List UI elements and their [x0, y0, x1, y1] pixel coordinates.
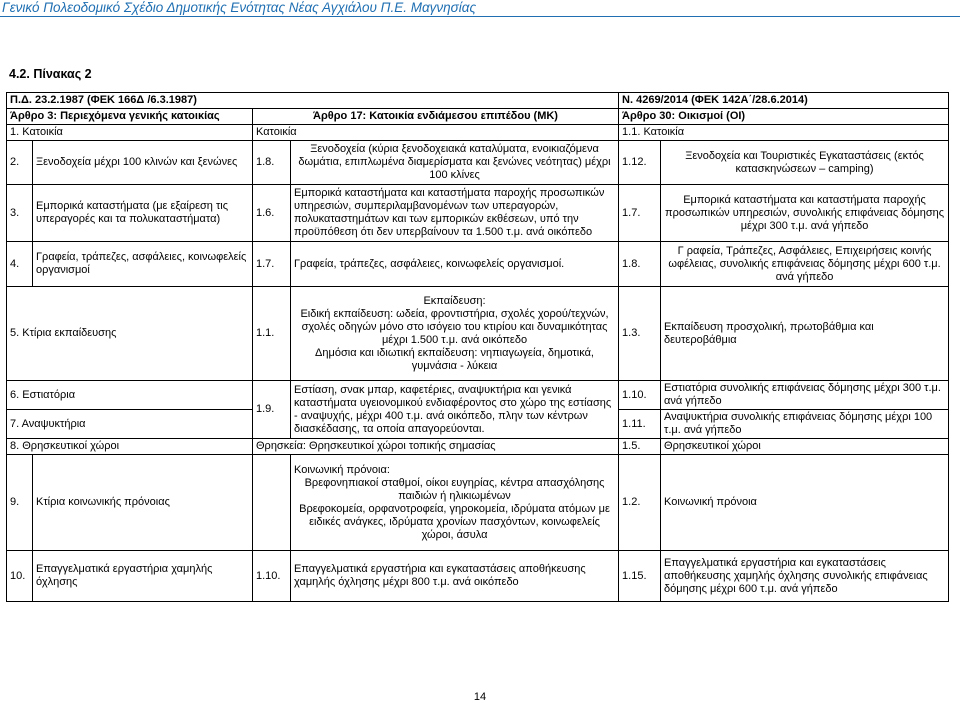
- use-text: Εμπορικά καταστήματα (με εξαίρεση τις υπεραγορές και τα πολυκαταστήματα): [33, 185, 253, 242]
- row-number: 1.1.: [253, 287, 291, 381]
- row-number: 1.5.: [619, 439, 661, 455]
- row-number: 7.: [10, 417, 20, 430]
- use-text: Κτίρια εκπαίδευσης: [22, 327, 117, 339]
- article-30-heading: Άρθρο 30: Οικισμοί (ΟΙ): [619, 109, 949, 125]
- cell-a-8: [7, 439, 253, 455]
- row-number: 1.9.: [253, 381, 291, 439]
- welfare-cell: [291, 455, 619, 551]
- row-number: 1.3.: [619, 287, 661, 381]
- law-2014-heading: Ν. 4269/2014 (ΦΕΚ 142Α΄/28.6.2014): [619, 93, 949, 109]
- row-number: 1.1.: [622, 126, 641, 138]
- cell-a-1: [7, 125, 253, 141]
- row-number: 8.: [10, 440, 20, 452]
- table-row: [7, 93, 949, 109]
- use-text: Κατοικία: [22, 126, 63, 138]
- table-row: [7, 381, 949, 410]
- use-text: Κατοικία: [256, 126, 297, 138]
- use-text: Ξενοδοχεία μέχρι 100 κλινών και ξενώνες: [33, 141, 253, 185]
- use-text: Αναψυκτήρια συνολικής επιφάνειας δόμησης μέχρι 100 τ.μ. ανά γήπεδο: [661, 410, 949, 439]
- use-text: Θρησκευτικοί χώροι: [22, 440, 120, 452]
- use-text: Γ ραφεία, Τράπεζες, Ασφάλειες, Επιχειρήσεις κοινής ωφέλειας, συνολικής επιφάνειας δόμησης μέχρι 600 τ.μ. ανά γήπεδο: [661, 242, 949, 287]
- use-text: Ξενοδοχεία (κύρια ξενοδοχειακά καταλύματα, ενοικιαζόμενα δωμάτια, επιπλωμένα διαμερίσματα και ξενώνες νεότητας) μέχρι 100 κλίνες: [291, 141, 619, 185]
- row-number: 4.: [7, 242, 33, 287]
- table-row: [7, 439, 949, 455]
- use-text: Κατοικία: [643, 126, 685, 138]
- table-row: [7, 185, 949, 242]
- document-header: Γενικό Πολεοδομικό Σχέδιο Δημοτικής Ενότητας Νέας Αγχιάλου Π.Ε. Μαγνησίας: [2, 0, 477, 15]
- row-number: 1.11.: [619, 410, 661, 439]
- row-number: 9.: [7, 455, 33, 551]
- article-3-heading: Άρθρο 3: Περιεχόμενα γενικής κατοικίας: [7, 109, 253, 125]
- row-number: [253, 455, 291, 551]
- row-number: 1.12.: [619, 141, 661, 185]
- row-number: 1.7.: [253, 242, 291, 287]
- row-number: 1.8.: [253, 141, 291, 185]
- row-number: 1.10.: [253, 551, 291, 602]
- use-text: Θρησκεία: Θρησκευτικοί χώροι τοπικής σημασίας: [256, 440, 496, 452]
- cell-a-6: [7, 381, 253, 410]
- table-row: [7, 287, 949, 381]
- use-line: Δημόσια και ιδιωτική εκπαίδευση: νηπιαγωγεία, δημοτικά, γυμνάσια - λύκεια: [315, 346, 594, 372]
- table-row: [7, 242, 949, 287]
- use-line: Βρεφοκομεία, ορφανοτροφεία, γηροκομεία, ιδρύματα ατόμων με ειδικές ανάγκες, ιδρύματα χρονίων πασχόντων, κοινωφελείς χώροι, άσυλα: [299, 502, 610, 541]
- page-number: 14: [473, 691, 487, 703]
- use-line: Εκπαίδευση:: [423, 294, 486, 307]
- comparison-table: [6, 92, 949, 602]
- use-text: Θρησκευτικοί χώροι: [661, 439, 949, 455]
- section-title: 4.2. Πίνακας 2: [9, 67, 92, 81]
- row-number: 5.: [10, 327, 20, 339]
- row-number: 1.2.: [619, 455, 661, 551]
- education-cell: [291, 287, 619, 381]
- use-text: Εμπορικά καταστήματα και καταστήματα παροχής προσωπικών υπηρεσιών, συνολικής επιφάνειας δόμησης μέχρι 300 τ.μ. ανά γήπεδο: [661, 185, 949, 242]
- use-text: Επαγγελματικά εργαστήρια και εγκαταστάσεις αποθήκευσης χαμηλής όχλησης συνολικής επιφάνειας δόμησης μέχρι 600 τ.μ. ανά γήπεδο: [661, 551, 949, 602]
- cell-a-7: [7, 410, 253, 439]
- row-number: 10.: [7, 551, 33, 602]
- decree-1987-heading: Π.Δ. 23.2.1987 (ΦΕΚ 166Δ /6.3.1987): [7, 93, 619, 109]
- use-text: Επαγγελματικά εργαστήρια και εγκαταστάσεις αποθήκευσης χαμηλής όχλησης μέχρι 800 τ.μ. ανά οικόπεδο: [291, 551, 619, 602]
- row-number: 1.15.: [619, 551, 661, 602]
- table-row: [7, 141, 949, 185]
- use-text: Αναψυκτήρια: [21, 417, 86, 430]
- cell-b-1: [253, 125, 619, 141]
- row-number: 3.: [7, 185, 33, 242]
- use-text: Εμπορικά καταστήματα και καταστήματα παροχής προσωπικών υπηρεσιών, συμπεριλαμβανομένων των υπεραγορών, πολυκαταστημάτων και των εμπορικών εκθέσεων, υπό την προϋπόθεση ότι δεν υπερβαίνουν τα 1.500 τ.μ. ανά οικόπεδο: [291, 185, 619, 242]
- article-17-heading: Άρθρο 17: Κατοικία ενδιάμεσου επιπέδου (ΜΚ): [253, 109, 619, 125]
- row-number: 1.: [10, 126, 20, 138]
- row-number: 1.6.: [253, 185, 291, 242]
- header-divider: [0, 16, 960, 17]
- use-text: Κοινωνική πρόνοια: [661, 455, 949, 551]
- table-row: [7, 109, 949, 125]
- use-text: Ξενοδοχεία και Τουριστικές Εγκαταστάσεις (εκτός κατασκηνώσεων – camping): [661, 141, 949, 185]
- use-line: Κοινωνική πρόνοια:: [294, 463, 390, 476]
- cell-c-1: [619, 125, 949, 141]
- use-text: Εκπαίδευση προσχολική, πρωτοβάθμια και δευτεροβάθμια: [661, 287, 949, 381]
- row-number: 1.8.: [619, 242, 661, 287]
- use-line: Βρεφονηπιακοί σταθμοί, οίκοι ευγηρίας, κέντρα απασχόλησης παιδιών ή ηλικιωμένων: [304, 476, 605, 502]
- use-text: Κτίρια κοινωνικής πρόνοιας: [33, 455, 253, 551]
- row-number: 1.10.: [619, 381, 661, 410]
- use-text: Εστιατόρια: [22, 388, 76, 401]
- use-text: Επαγγελματικά εργαστήρια χαμηλής όχλησης: [33, 551, 253, 602]
- cell-b-8: [253, 439, 619, 455]
- cell-a-5: [7, 287, 253, 381]
- row-number: 6.: [10, 388, 20, 401]
- table-row: [7, 125, 949, 141]
- row-number: 1.7.: [619, 185, 661, 242]
- use-text: Εστίαση, σνακ μπαρ, καφετέριες, αναψυκτήρια και γενικά καταστήματα υγειονομικού ενδιαφέροντος στο χώρο της εστίασης - αναψυχής, μέχρι 400 τ.μ. ανά οικόπεδο, πλην των κέντρων διασκέδασης, τα οποία απαγορεύονται.: [291, 381, 619, 439]
- row-number: 2.: [7, 141, 33, 185]
- use-line: Ειδική εκπαίδευση: ωδεία, φροντιστήρια, σχολές χορού/τεχνών, σχολές οδηγών μόνο στο ισόγειο του κτιρίου και δυναμικότητας μέχρι 1.500 τ.μ. ανά οικόπεδο: [300, 307, 609, 346]
- table-row: [7, 551, 949, 602]
- use-text: Γραφεία, τράπεζες, ασφάλειες, κοινωφελείς οργανισμοί.: [291, 242, 619, 287]
- table-row: [7, 455, 949, 551]
- use-text: Εστιατόρια συνολικής επιφάνειας δόμησης μέχρι 300 τ.μ. ανά γήπεδο: [661, 381, 949, 410]
- use-text: Γραφεία, τράπεζες, ασφάλειες, κοινωφελείς οργανισμοί: [33, 242, 253, 287]
